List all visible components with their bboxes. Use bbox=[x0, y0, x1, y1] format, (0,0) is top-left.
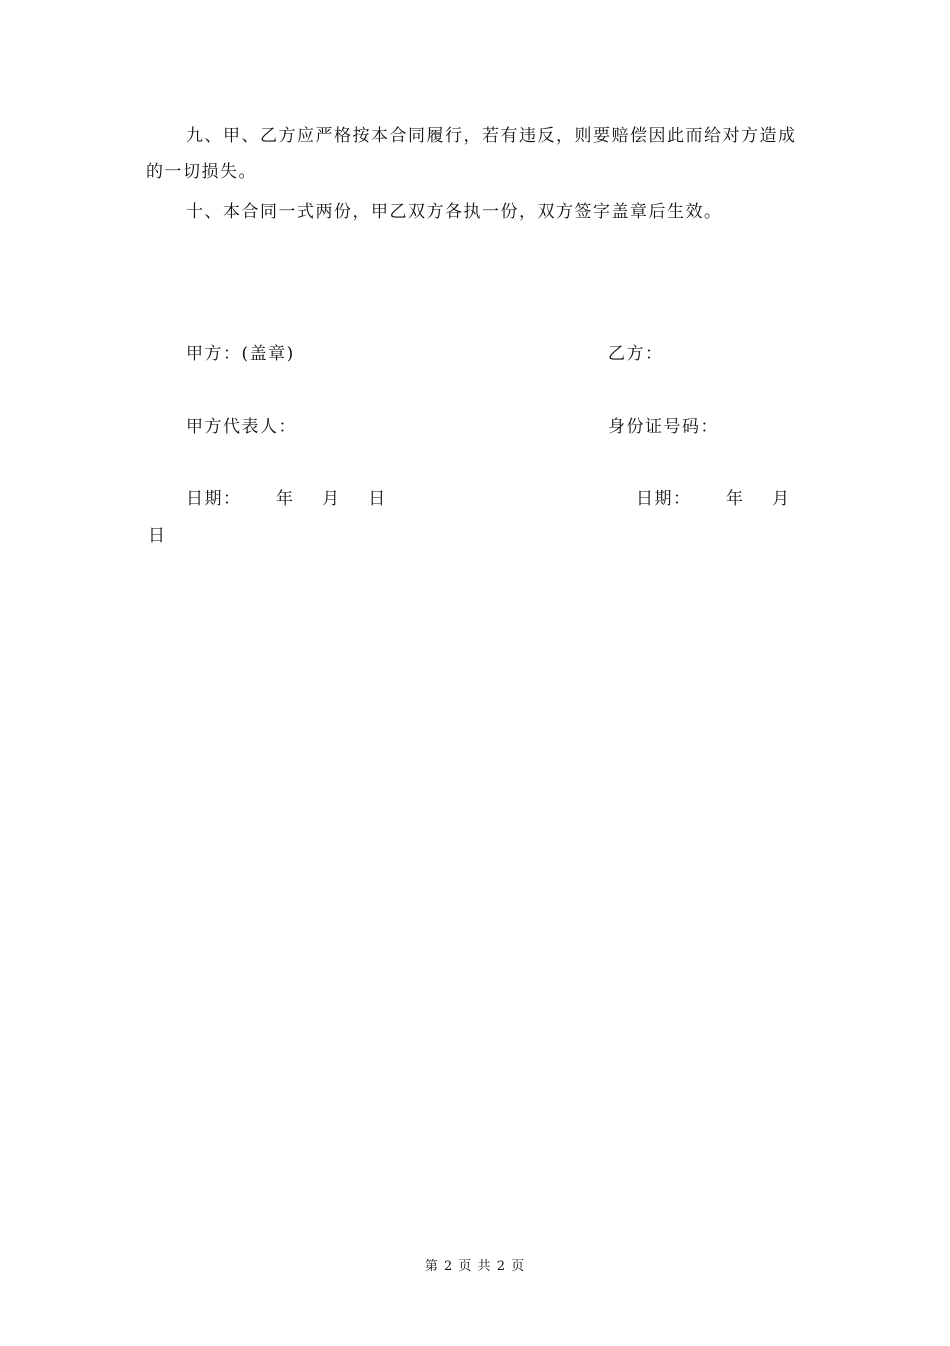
party-b-label: 乙方： bbox=[608, 344, 664, 364]
clause-ten: 十、本合同一式两份，甲乙双方各执一份，双方签字盖章后生效。 bbox=[186, 202, 723, 222]
clause-nine: 九、甲、乙方应严格按本合同履行，若有违反，则要赔偿因此而给对方造成的一切损失。 bbox=[146, 126, 797, 182]
party-b-id-number-label: 身份证号码： bbox=[608, 417, 719, 437]
party-b-date: 日期： 年 月 bbox=[636, 489, 791, 509]
page-number-footer: 第 2 页 共 2 页 bbox=[424, 1259, 526, 1274]
party-a-seal-label: 甲方：(盖章) bbox=[186, 344, 295, 364]
party-a-representative-label: 甲方代表人： bbox=[186, 417, 297, 437]
party-a-date: 日期： 年 月 日 bbox=[186, 489, 387, 509]
party-b-date-day: 日 bbox=[148, 526, 167, 546]
